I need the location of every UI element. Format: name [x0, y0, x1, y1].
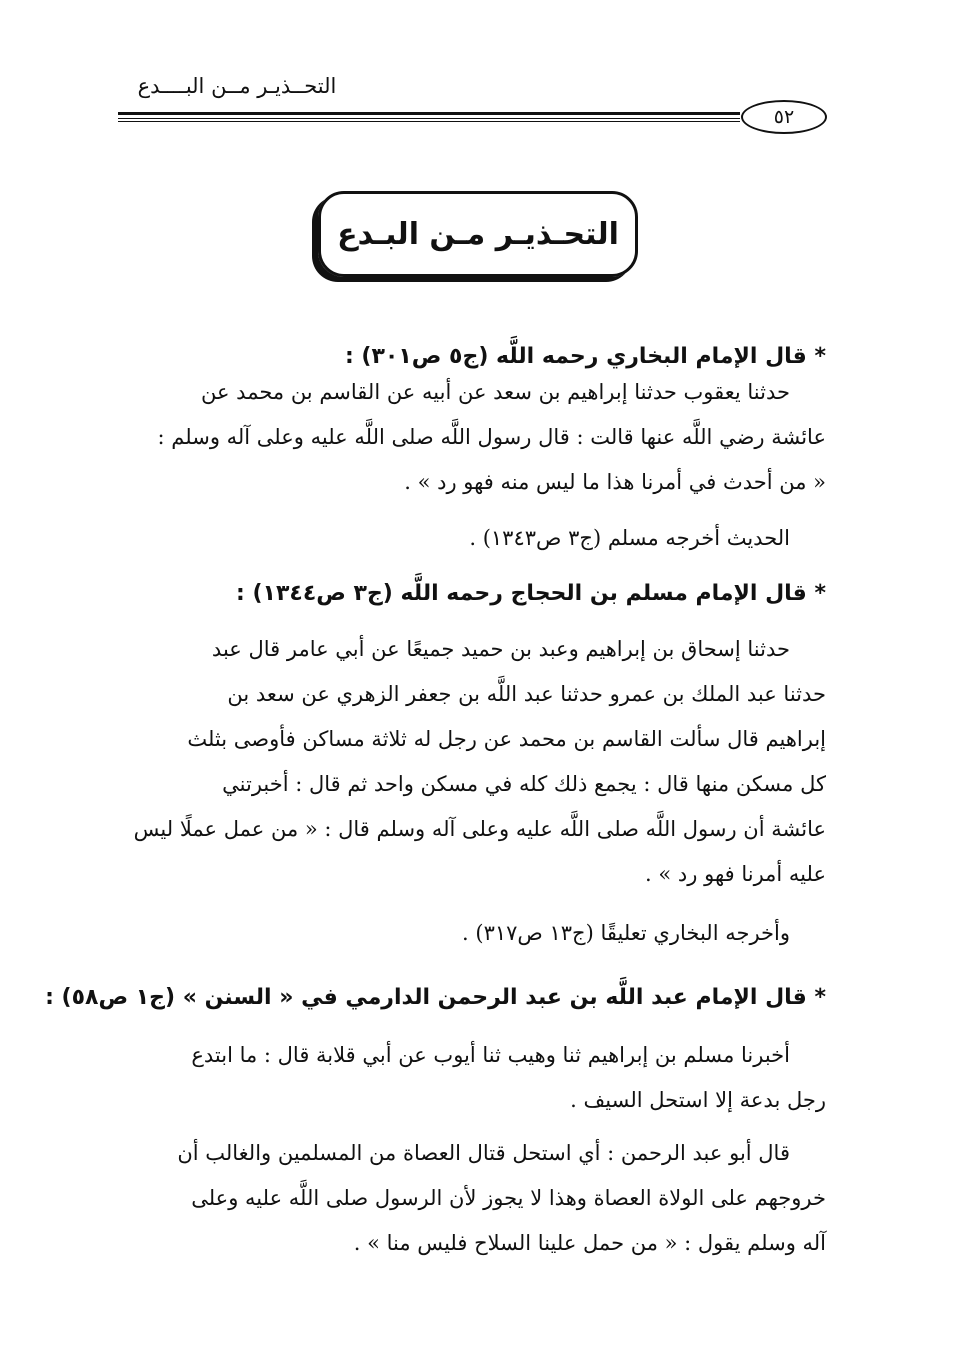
paragraph-line: قال أبو عبد الرحمن : أي استحل قتال العصاة من المسلمين والغالب أن	[177, 1141, 790, 1165]
paragraph-line: حدثنا يعقوب حدثنا إبراهيم بن سعد عن أبيه عن القاسم بن محمد عن	[200, 380, 790, 404]
paragraph-line: حدثنا إسحاق بن إبراهيم وعبد بن حميد جميعًا عن أبي عامر قال عبد	[211, 637, 790, 661]
paragraph-line: حدثنا عبد الملك بن عمرو حدثنا عبد اللَّه بن جعفر الزهري عن سعد بن	[227, 682, 826, 706]
paragraph-line: « من أحدث في أمرنا هذا ما ليس منه فهو رد » .	[404, 470, 826, 494]
running-title: التحــذيـر مــن البــــدع	[137, 74, 337, 98]
paragraph-line: كل مسكن منها قال : يجمع ذلك كله في مسكن واحد ثم قال : أخبرتني	[222, 772, 826, 796]
paragraph-line: خروجهم على الولاة العصاة وهذا لا يجوز لأن الرسول صلى اللَّه عليه وعلى	[191, 1186, 826, 1210]
paragraph	[126, 370, 826, 505]
paragraph-line: عائشة رضي اللَّه عنها قالت : قال رسول اللَّه صلى اللَّه عليه وعلى آله وسلم :	[157, 425, 826, 449]
paragraph	[126, 627, 826, 897]
section-heading: * قال الإمام البخاري رحمه اللَّه (ج٥ ص٣٠١) :	[344, 344, 826, 369]
section-heading: * قال الإمام عبد اللَّه بن عبد الرحمن الدارمي في « السنن » (ج١ ص٥٨) :	[45, 985, 826, 1010]
paragraph-line: إبراهيم قال سألت القاسم بن محمد عن رجل له ثلاثة مساكن فأوصى بثلث	[187, 727, 826, 751]
paragraph-line: آله وسلم يقول : « من حمل علينا السلاح فليس منا » .	[353, 1231, 826, 1255]
section-heading: * قال الإمام مسلم بن الحجاج رحمه اللَّه (ج٣ ص١٣٤٤) :	[236, 581, 826, 606]
paragraph	[126, 1033, 826, 1123]
commentary-paragraph	[126, 1131, 826, 1266]
chapter-title-frame	[318, 191, 638, 277]
paragraph-line: عائشة أن رسول اللَّه صلى اللَّه عليه وعلى آله وسلم قال : « من عمل عملًا ليس	[133, 817, 826, 841]
source-note: وأخرجه البخاري تعليقًا (ج١٣ ص٣١٧) .	[462, 921, 790, 945]
chapter-title: التحـذيـر مـن البـدع	[337, 216, 619, 252]
paragraph-line: رجل بدعة إلا استحل السيف .	[570, 1088, 826, 1112]
paragraph-line: أخبرنا مسلم بن إبراهيم ثنا وهيب ثنا أيوب عن أبي قلابة قال : ما ابتدع	[191, 1043, 790, 1067]
header-rule	[118, 112, 740, 122]
page-number: ٥٢	[741, 100, 827, 134]
source-note: الحديث أخرجه مسلم (ج٣ ص١٣٤٣) .	[469, 526, 790, 550]
paragraph-line: عليه أمرنا فهو رد » .	[645, 862, 826, 886]
